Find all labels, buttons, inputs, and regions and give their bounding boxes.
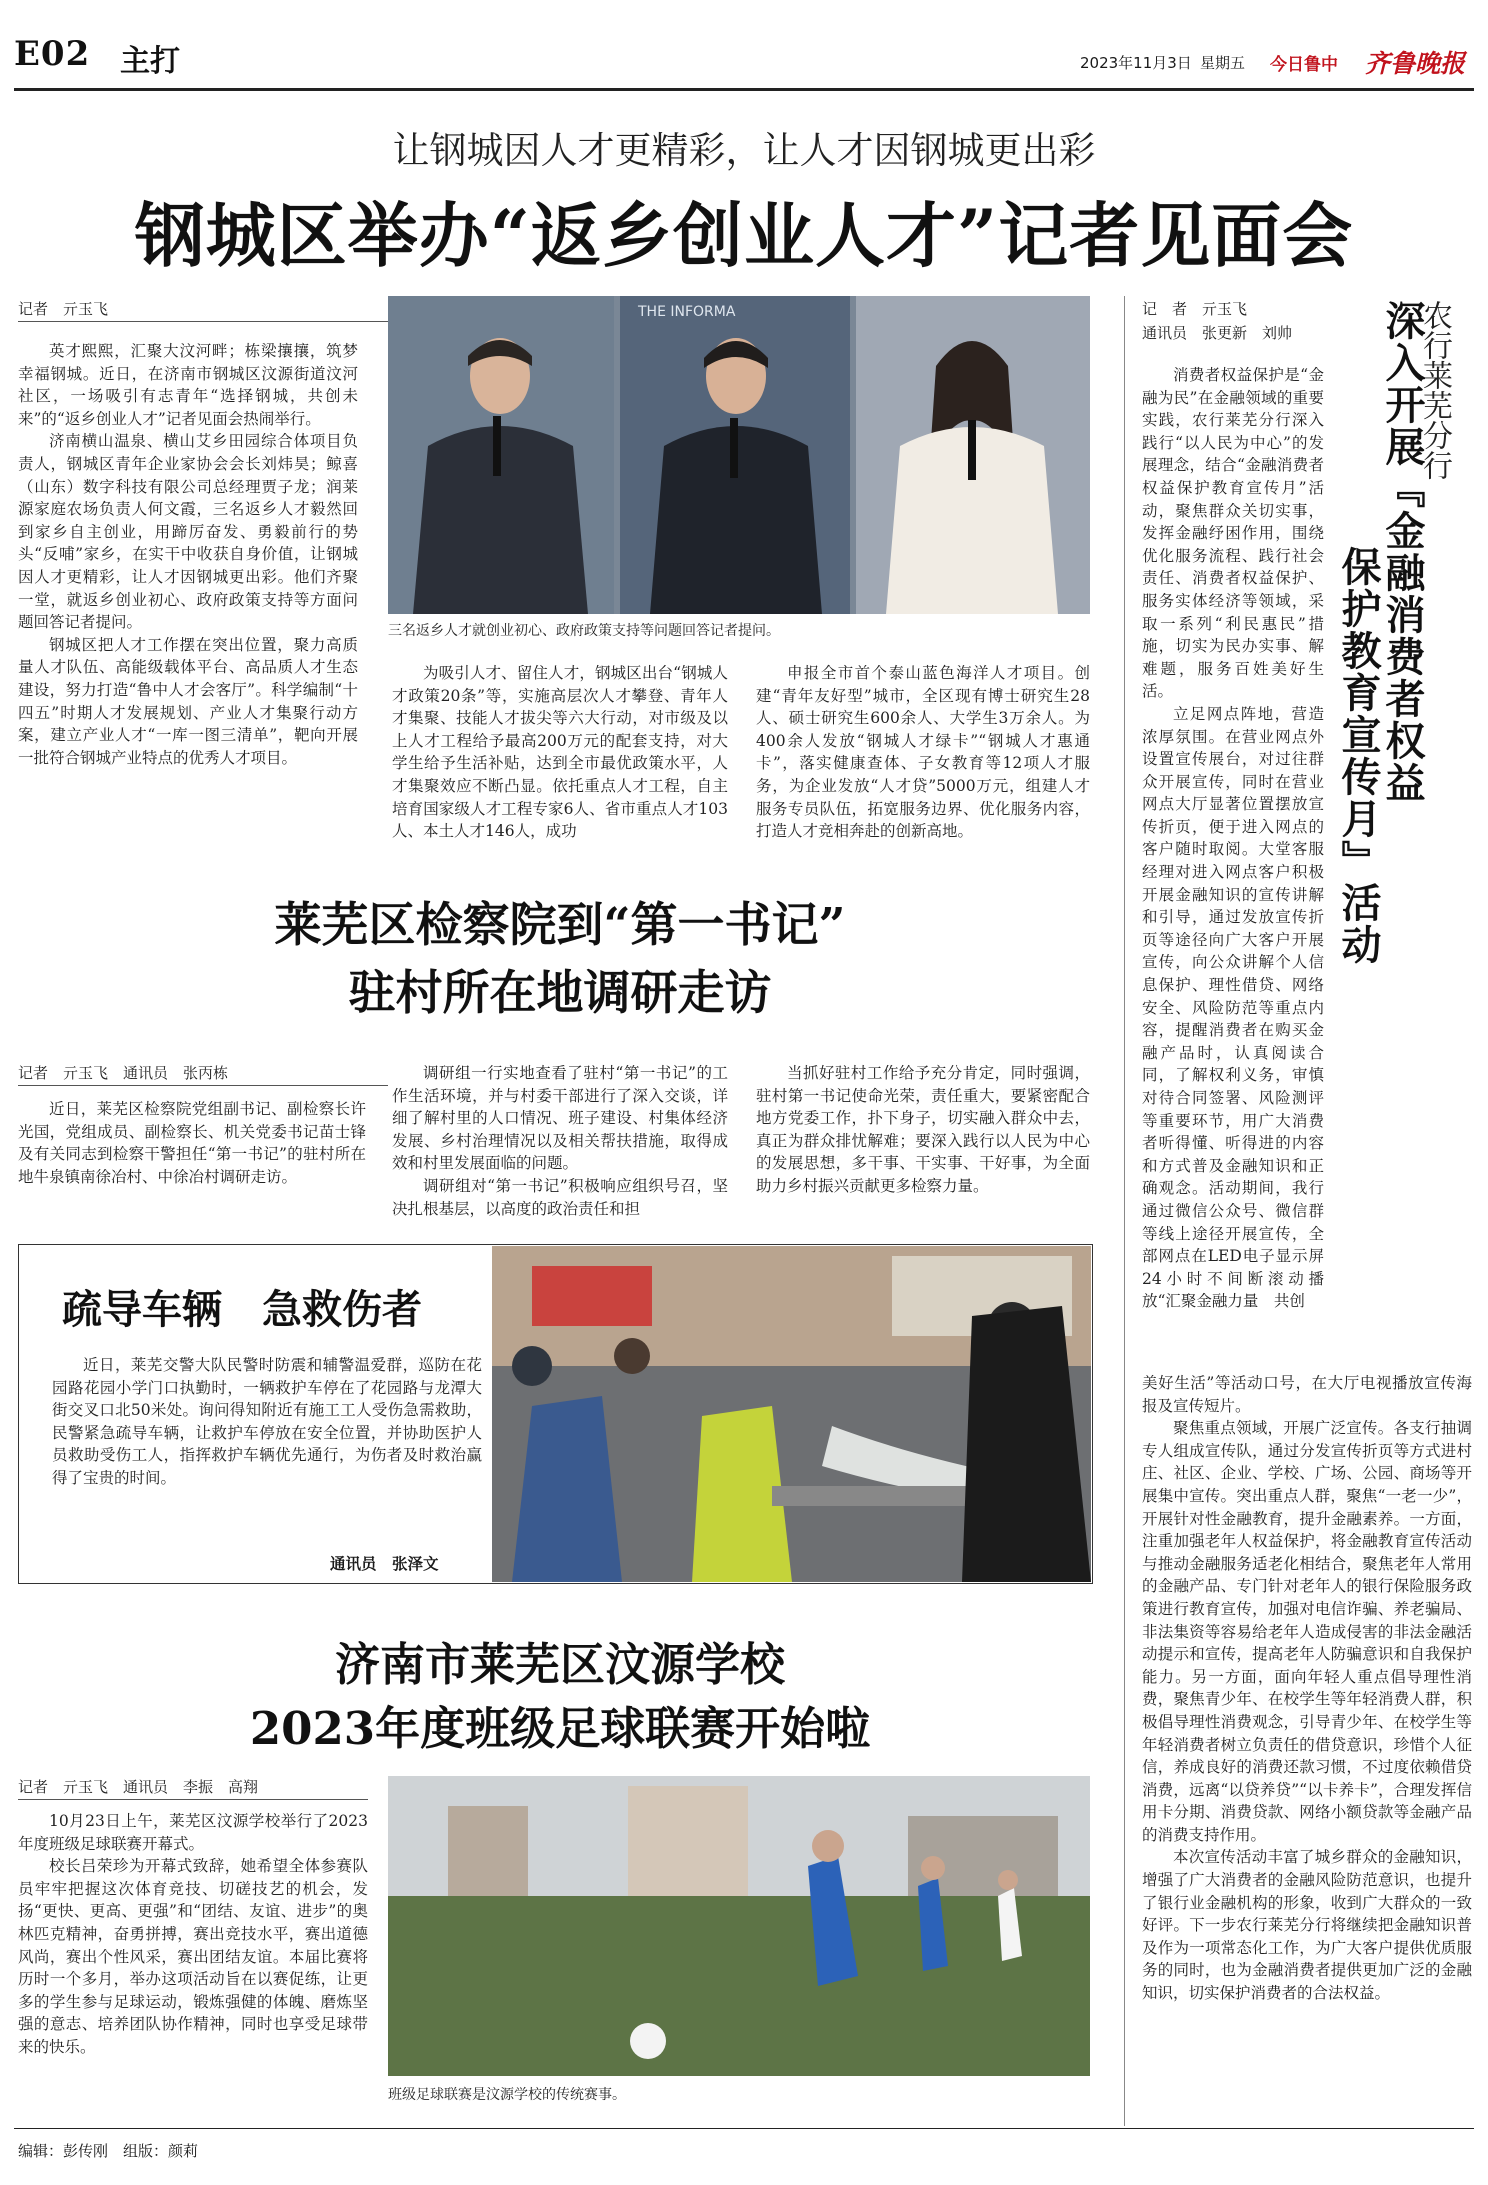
a4-byline: 记者 亓玉飞 通讯员 李振 高翔	[18, 1776, 368, 1800]
paper-logo: 齐鲁晚报	[1365, 49, 1466, 78]
a4-photo	[388, 1776, 1090, 2076]
a1-title: 钢城区举办“返乡创业人才”记者见面会	[134, 194, 1354, 277]
paragraph: 消费者权益保护是“金融为民”在金融领域的重要实践，农行莱芜分行深入践行“以人民为中心”的发展理念，结合“金融消费者权益保护教育宣传月”活动，聚焦群众关切实事，发挥金融纾困作用，围绕优化服务流程、践行社会责任、消费者权益保护、服务实体经济等领域，采取一系列“利民惠民”措施，切实为民办实事、解难题，服务百姓美好生活。	[1142, 366, 1324, 701]
paragraph: 本次宣传活动丰富了城乡群众的金融知识，增强了广大消费者的金融风险防范意识，也提升了银行业金融机构的形象，收到广大群众的一致好评。下一步农行莱芜分行将继续把金融知识普及作为一项常态化工作，为广大客户提供优质服务的同时，也为金融消费者提供更加广泛的金融知识，切实保护消费者的合法权益。	[1142, 1848, 1472, 2003]
a3-photo-illustration	[492, 1246, 1091, 1582]
a2-column-3	[756, 1062, 1090, 1198]
column-name: 主打	[120, 44, 180, 79]
a2-title-line-2: 驻村所在地调研走访	[348, 966, 772, 1021]
col-divider-right	[1124, 296, 1125, 2126]
paragraph: 调研组对“第一书记”积极响应组织号召，坚决扎根基层，以高度的政治责任和担	[392, 1176, 728, 1218]
a1-column-1	[18, 340, 358, 769]
paragraph: 聚焦重点领域，开展广泛宣传。各支行抽调专人组成宣传队，通过分发宣传折页等方式进村庄、社区、企业、学校、广场、公园、商场等开展集中宣传。突出重点人群，聚焦“一老一少”，开展针对性金融教育，提升金融素养。一方面，注重加强老年人权益保护，将金融教育宣传活动与推动金融服务适老化相结合，聚焦老年人常用的金融产品、专门针对老年人的银行保险服务政策进行教育宣传，加强对电信诈骗、养老骗局、非法集资等容易给老年人造成侵害的非法金融活动提示和宣传，提高老年人防骗意识和自我保护能力。另一方面，面向年轻人重点倡导理性消费，聚焦青少年、在校学生等年轻消费人群，积极倡导理性消费观念，引导青少年、在校学生等年轻消费者树立负责任的借贷意识，珍惜个人征信，养成良好的消费还款习惯，不过度依赖借贷消费，远离“以贷养贷”“以卡养卡”，合理发挥信用卡分期、消费贷款、网络小额贷款等金融产品的消费支持作用。	[1142, 1419, 1472, 1844]
paragraph: 校长吕荣珍为开幕式致辞，她希望全体参赛队员牢牢把握这次体育竞技、切磋技艺的机会，发扬“更快、更高、更强”和“团结、友谊、进步”的奥林匹克精神，奋勇拼搏，赛出竞技水平，赛出道德风尚，赛出个性风采，赛出团结友谊。本届比赛将历时一个多月，举办这项活动旨在以赛促练，让更多的学生参与足球运动，锻炼强健的体魄、磨炼坚强的意志、培养团队协作精神，同时也享受足球带来的快乐。	[18, 1857, 368, 2056]
a1-photo	[388, 296, 1090, 614]
a1-photo-illustration	[388, 296, 1090, 614]
a2-title-line-1: 莱芜区检察院到“第一书记”	[274, 898, 846, 953]
a4-caption: 班级足球联赛是汶源学校的传统赛事。	[388, 2087, 626, 2103]
paragraph: 申报全市首个泰山蓝色海洋人才项目。创建“青年友好型”城市，全区现有博士研究生28人、硕士研究生600余人、大学生3万余人。为400余人发放“钢城人才绿卡”“钢城人才惠通卡”，落实健康查体、子女教育等12项人才服务，为企业发放“人才贷”5000万元，组建人才服务专员队伍，拓宽服务边界、优化服务内容，打造人才竞相奔赴的创新高地。	[756, 664, 1090, 841]
a2-column-2	[392, 1062, 728, 1220]
paragraph: 美好生活”等活动口号，在大厅电视播放宣传海报及宣传短片。	[1142, 1374, 1472, 1415]
a4-column-1	[18, 1810, 368, 2059]
a1-photo-backdrop: THE INFORMA	[638, 304, 736, 320]
a4-title-line-1: 济南市莱芜区汶源学校	[334, 1638, 785, 1691]
paragraph: 调研组一行实地查看了驻村“第一书记”的工作生活环境，并与村委干部进行了深入交谈，详细了解村里的人口情况、班子建设、村集体经济发展、乡村治理情况以及相关帮扶措施，取得成效和村里发展面临的问题。	[392, 1064, 728, 1173]
a5-narrow-column	[1142, 364, 1324, 1313]
a5-byline-2: 通讯员 张更新 刘帅	[1142, 324, 1293, 342]
a1-subtitle: 让钢城因人才更精彩，让人才因钢城更出彩	[392, 129, 1096, 172]
a4-title-line-2: 2023年度班级足球联赛开始啦	[249, 1702, 871, 1755]
a5-title-line-2: 保护教育宣传月』活动	[1335, 546, 1382, 966]
paragraph: 济南横山温泉、横山艾乡田园综合体项目负责人，钢城区青年企业家协会会长刘炜昊；鲸喜（山东）数字科技有限公司总经理贾子龙；润莱源家庭农场负责人何文霞，三名返乡人才毅然回到家乡自主创业，用蹄厉奋发、勇毅前行的势头“反哺”家乡，在实干中收获自身价值，让钢城因人才更精彩，让人才因钢城更出彩。他们齐聚一堂，就返乡创业初心、政府政策支持等方面问题回答记者提问。	[18, 432, 358, 632]
a1-column-2	[392, 662, 728, 843]
a3-credit: 通讯员 张泽文	[330, 1555, 439, 1573]
paragraph: 立足网点阵地，营造浓厚氛围。在营业网点外设置宣传展台，对过往群众开展宣传，同时在营业网点大厅显著位置摆放宣传折页，便于进入网点的客户随时取阅。大堂客服经理对进入网点客户积极开展金融知识的宣传讲解和引导，通过发放宣传折页等途径向广大客户开展宣传，向公众讲解个人信息保护、理性借贷、网络安全、风险防范等重点内容，提醒消费者在购买金融产品时，认真阅读合同，了解权利义务，审慎对待合同签署、风险测评等重要环节，用广大消费者听得懂、听得进的内容和方式普及金融知识和正确观念。活动期间，我行通过微信公众号、微信群等线上途径开展宣传，全部网点在LED电子显示屏24小时不间断滚动播放“汇聚金融力量 共创	[1142, 704, 1324, 1311]
paragraph: 近日，莱芜交警大队民警时防震和辅警温爱群，巡防在花园路花园小学门口执勤时，一辆救护车停在了花园路与龙潭大街交叉口北50米处。询问得知附近有施工工人受伤急需救助，民警紧急疏导车辆，让救护车停放在安全位置，并协助医护人员救助受伤工人，指挥救护车辆优先通行，为伤者及时救治赢得了宝贵的时间。	[52, 1356, 482, 1487]
a1-byline: 记者 亓玉飞	[18, 298, 388, 322]
a4-photo-illustration	[388, 1776, 1090, 2076]
paragraph: 10月23日上午，莱芜区汶源学校举行了2023年度班级足球联赛开幕式。	[18, 1812, 368, 1853]
footer-editor: 编辑：彭传刚 组版：颜莉	[18, 2142, 199, 2160]
paragraph: 为吸引人才、留住人才，钢城区出台“钢城人才政策20条”等，实施高层次人才攀登、青年人才集聚、技能人才拔尖等六大行动，对市级及以上人才工程给予最高200万元的配套支持，对大学生给予生活补贴，达到全市最优政策水平，人才集聚效应不断凸显。依托重点人才工程，自主培育国家级人才工程专家6人、省市重点人才103人、本土人才146人，成功	[392, 664, 728, 841]
paragraph: 英才熙熙，汇聚大汶河畔；栋梁攘攘，筑梦幸福钢城。近日，在济南市钢城区汶源街道汶河社区，一场吸引有志青年“选择钢城，共创未来”的“返乡创业人才”记者见面会热闹举行。	[18, 342, 358, 428]
issue-weekday: 星期五	[1200, 54, 1246, 72]
a5-title-line-1: 深入开展『金融消费者权益	[1379, 300, 1426, 804]
a3-photo	[492, 1246, 1091, 1582]
footer-rule	[14, 2128, 1474, 2129]
header-rule	[14, 88, 1474, 91]
paragraph: 近日，莱芜区检察院党组副书记、副检察长许光国，党组成员、副检察长、机关党委书记苗士锋及有关同志到检察干警担任“第一书记”的驻村所在地牛泉镇南徐冶村、中徐冶村调研走访。	[18, 1100, 366, 1186]
a5-byline-1: 记 者 亓玉飞	[1142, 300, 1248, 318]
a3-title: 疏导车辆 急救伤者	[62, 1286, 422, 1333]
a5-kicker: 农行莱芜分行	[1417, 300, 1452, 480]
issue-date: 2023年11月3日	[1080, 54, 1192, 72]
edition-name: 今日鲁中	[1270, 55, 1338, 75]
a2-byline: 记者 亓玉飞 通讯员 张丙栋	[18, 1062, 388, 1086]
section-number: E02	[14, 34, 91, 74]
a3-text	[52, 1354, 482, 1490]
a1-caption: 三名返乡人才就创业初心、政府政策支持等问题回答记者提问。	[388, 623, 780, 639]
paragraph: 钢城区把人才工作摆在突出位置，聚力高质量人才队伍、高能级载体平台、高品质人才生态建设，努力打造“鲁中人才会客厅”。科学编制“十四五”时期人才发展规划、产业人才集聚行动方案，建立产业人才“一库一图三清单”，靶向开展一批符合钢城产业特点的优秀人才项目。	[18, 635, 358, 767]
a5-wide-column	[1142, 1372, 1472, 2005]
a2-column-1	[18, 1098, 366, 1188]
paragraph: 当抓好驻村工作给予充分肯定，同时强调，驻村第一书记使命光荣，责任重大，要紧密配合地方党委工作，扑下身子，切实融入群众中去，真正为群众排忧解难；要深入践行以人民为中心的发展思想，多干事、干实事、干好事，为全面助力乡村振兴贡献更多检察力量。	[756, 1064, 1090, 1195]
a1-column-3	[756, 662, 1090, 843]
